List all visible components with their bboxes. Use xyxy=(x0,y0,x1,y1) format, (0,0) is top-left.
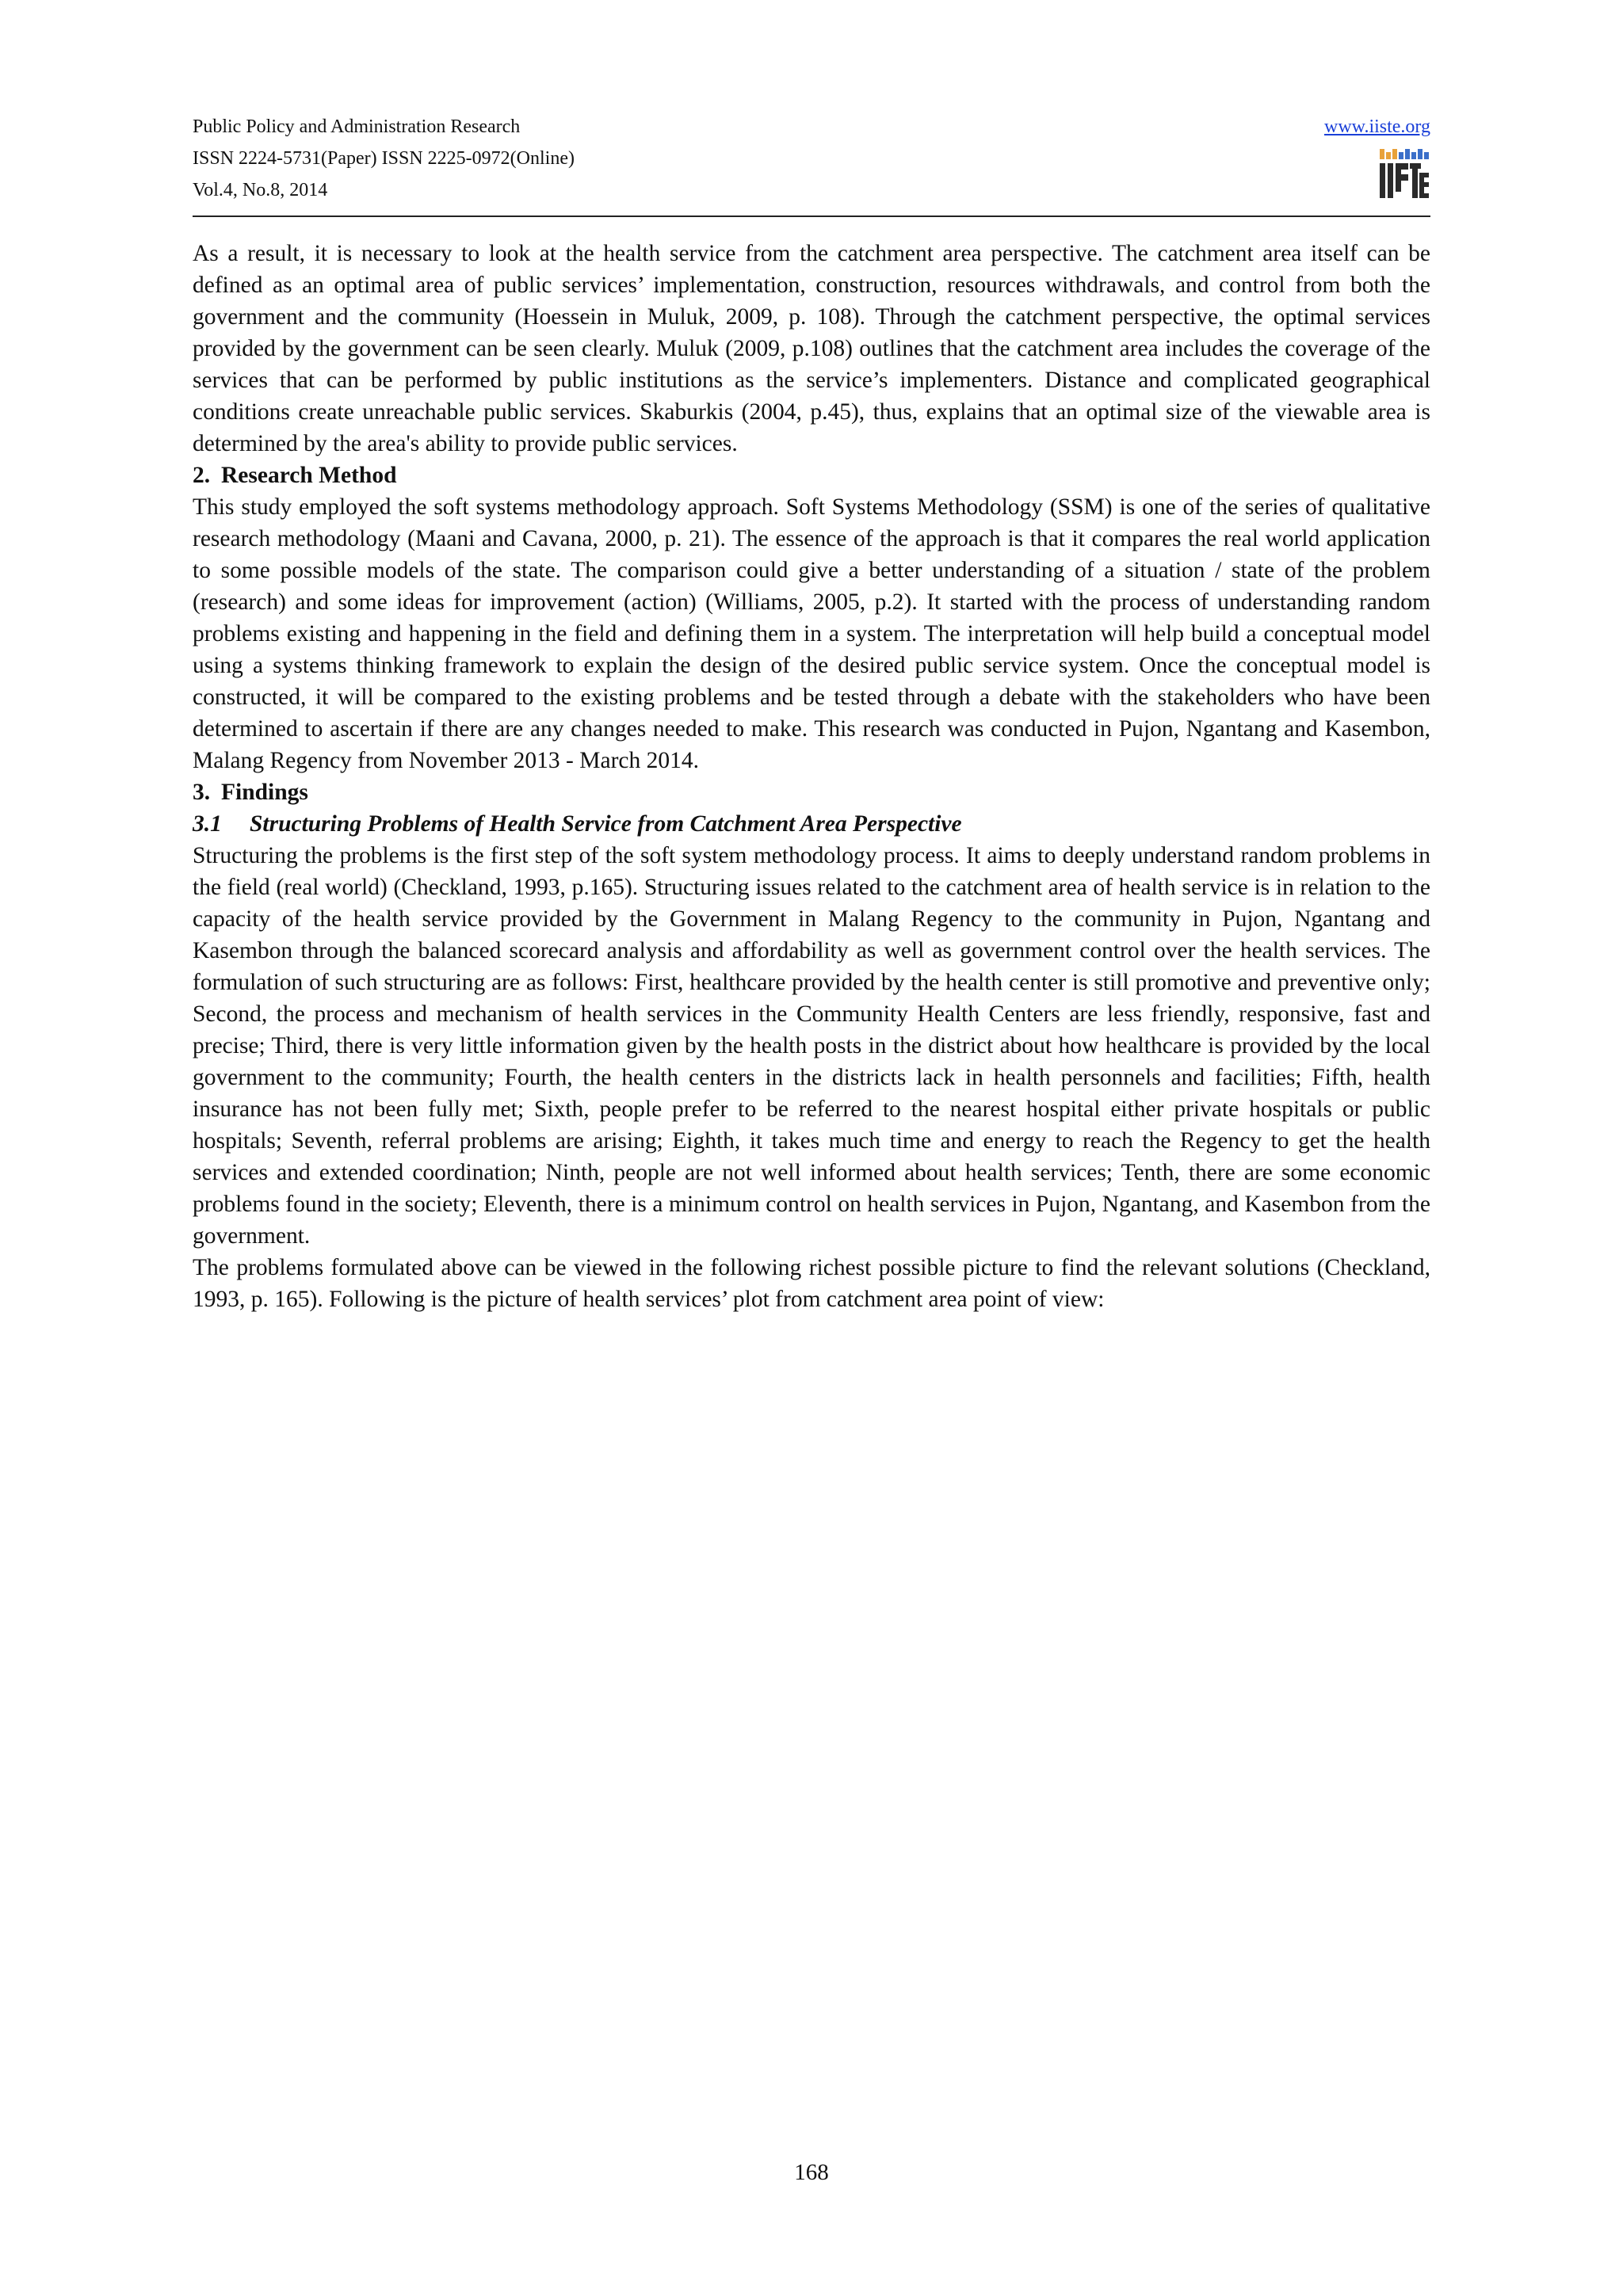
page-header xyxy=(193,111,1430,211)
section-number: 2. xyxy=(193,463,211,488)
volume-line: Vol.4, No.8, 2014 xyxy=(193,180,328,200)
paragraph-research-method: This study employed the soft systems methodology approach. Soft Systems Methodology (SSM) is one of the series of qualitative research methodology (Maani and Cavana, 2000, p. 21). The essence of the approach is that it compares the real world application to some possible models of the state. The comparison could give a better understanding of a situation / state of the problem (research) and some ideas for improvement (action) (Williams, 2005, p.2). It started with the process of understanding random problems existing and happening in the field and defining them in a system. The interpretation will help build a conceptual model using a systems thinking framework to explain the design of the desired public service system. Once the conceptual model is constructed, it will be compared to the existing problems and be tested through a debate with the stakeholders who have been determined to ascertain if there are any changes needed to make. This research was conducted in Pujon, Ngantang and Kasembon, Malang Regency from November 2013 - March 2014. xyxy=(193,494,1430,773)
subsection-title: Structuring Problems of Health Service from Catchment Area Perspective xyxy=(250,811,962,837)
header-divider xyxy=(193,215,1430,217)
paragraph-structuring-problems: Structuring the problems is the first step of the soft system methodology process. It aims to deeply understand random problems in the field (real world) (Checkland, 1993, p.165). Structuring issues related to the catchment area of health service is in relation to the capacity of the health service provided by the Government in Malang Regency to the community in Pujon, Ngantang and Kasembon through the balanced scorecard analysis and affordability as well as government control over the health services. The formulation of such structuring are as follows: First, healthcare provided by the health center is still promotive and preventive only; Second, the process and mechanism of health services in the Community Health Centers are less friendly, responsive, fast and precise; Third, there is very little information given by the health posts in the district about how healthcare is provided by the local government to the community; Fourth, the health centers in the districts lack in health personnels and facilities; Fifth, health insurance has not been fully met; Sixth, people prefer to be referred to the nearest hospital either private hospitals or public hospitals; Seventh, referral problems are arising; Eighth, it takes much time and energy to reach the Regency to get the health services and extended coordination; Ninth, people are not well informed about health services; Tenth, there are some economic problems found in the society; Eleventh, there is a minimum control on health services in Pujon, Ngantang, and Kasembon from the government. xyxy=(193,843,1430,1249)
subsection-number: 3.1 xyxy=(193,811,222,837)
section-heading-findings xyxy=(193,776,1430,808)
page-number: 168 xyxy=(794,2160,829,2185)
issn-line: ISSN 2224-5731(Paper) ISSN 2225-0972(Online) xyxy=(193,148,575,169)
section-title: Research Method xyxy=(221,463,397,488)
journal-title: Public Policy and Administration Research xyxy=(193,116,521,137)
section-title: Findings xyxy=(221,780,308,805)
section-heading-research-method xyxy=(193,460,1430,491)
section-number: 3. xyxy=(193,780,211,805)
paragraph-catchment-area: As a result, it is necessary to look at the health service from the catchment area perspective. The catchment area itself can be defined as an optimal area of public services’ implementation, construction, resources withdrawals, and control from both the government and the community (Hoessein in Muluk, 2009, p. 108). Through the catchment perspective, the optimal services provided by the government can be seen clearly. Muluk (2009, p.108) outlines that the catchment area includes the coverage of the services that can be performed by public institutions as the service’s implementers. Distance and complicated geographical conditions create unreachable public services. Skaburkis (2004, p.45), thus, explains that an optimal size of the viewable area is determined by the area's ability to provide public services. xyxy=(193,241,1430,456)
paragraph-rich-picture-intro: The problems formulated above can be viewed in the following richest possible picture to find the relevant solutions (Checkland, 1993, p. 165). Following is the picture of health services’ plot from catchment area point of view: xyxy=(193,1255,1430,1312)
article-body xyxy=(193,238,1430,1315)
journal-url-link[interactable]: www.iiste.org xyxy=(1324,116,1430,137)
subsection-heading-structuring-problems xyxy=(193,808,1430,840)
iiste-logo xyxy=(1378,147,1430,200)
